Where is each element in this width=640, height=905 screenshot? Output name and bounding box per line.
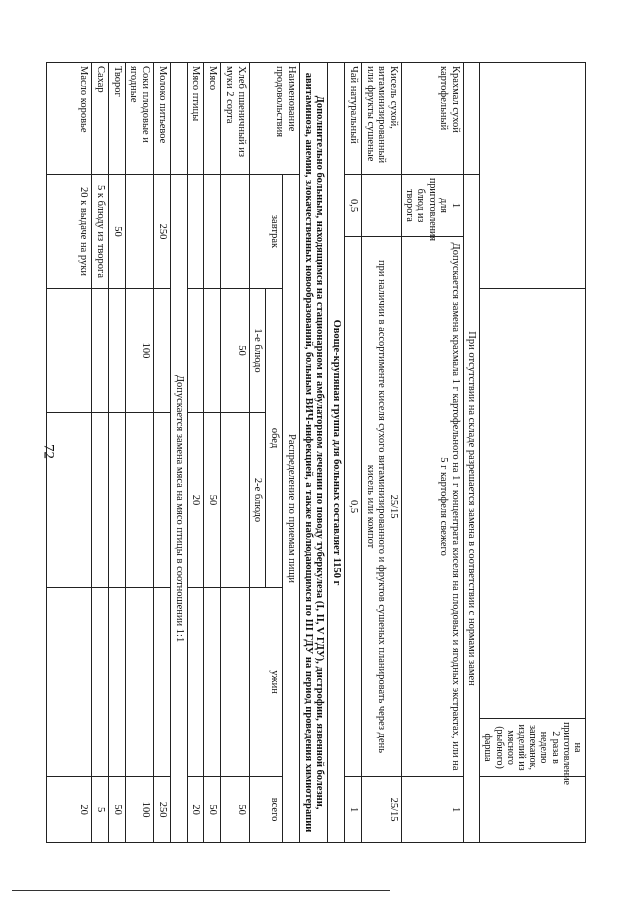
table-row: Молоко питьевое 250 250 [154, 63, 171, 843]
section-description: Дополнительно больным, находящимся на стационарном и амбулаторном лечении по поводу туберкулеза (I, II, V ГДУ), дистрофии, язвенной болезни, авитаминоза, анемии, злокачественных новообразований, больным ВИЧ-инфекцией, а также наблюдающимся по III ГДУ на период проведения химиотерапии [299, 63, 328, 843]
section-description-row [299, 63, 328, 843]
row-qty: 0,5 [345, 175, 362, 237]
footer-rule [12, 890, 390, 891]
col-header-lunch: обед [266, 289, 283, 588]
table-row: Хлеб пшеничный из муки 2 сорта 50 50 [221, 63, 250, 843]
replacement-note: Допускается замена мяса на мясо птицы в соотношении 1:1 [170, 175, 187, 843]
notice-text: При отсутствии на складе разрешается замена в соответствии с нормами замен [463, 175, 480, 843]
row-note: Допускается замена крахмала 1 г картофельного на 1 г концентрата киселя на плодовых и ягодных экстрактах, или на 5 г картофеля свежего [402, 237, 464, 777]
row-name: Масло коровье [47, 63, 92, 175]
table-row [345, 63, 362, 843]
row-name: Молоко питьевое [154, 63, 171, 175]
table-row: Мясо 50 50 [204, 63, 221, 843]
header-note: на приготовление 2 раза в неделю запеканок, изделий из мясного (рыбного) фарша [480, 719, 586, 777]
row-total: 20 [47, 777, 92, 843]
row-qty-note: для приготовления блюд из творога [404, 178, 449, 241]
row-total: 25/15 [361, 777, 401, 843]
row-note: при наличии в ассортименте киселя сухого витаминизированного и фруктов сушеных планировать через день кисель или компот [364, 260, 388, 754]
row-total: 50 [108, 777, 125, 843]
row-total: 250 [154, 777, 171, 843]
row-note-qty: 25/15 [388, 494, 400, 519]
row-total: 1 [402, 777, 464, 843]
col-header-breakfast: завтрак [249, 175, 283, 289]
row-note-qty: 0,5 [345, 237, 362, 777]
replacement-note-row [170, 63, 187, 843]
row-name: Мясо [204, 63, 221, 175]
bottom-header-row-1 [283, 63, 300, 843]
row-qty: 1 [449, 202, 461, 209]
rotated-page-content [54, 62, 586, 842]
row-total: 100 [125, 777, 154, 843]
col-header-total: всего [249, 777, 283, 843]
row-name: Сахар [92, 63, 109, 175]
col-header-second-course: 2-е блюдо [249, 413, 266, 588]
row-total: 20 [187, 777, 204, 843]
top-header-row [480, 63, 586, 843]
table-row: Соки плодовые и ягодные 100 100 [125, 63, 154, 843]
col-header-dinner: ужин [249, 588, 283, 777]
row-name: Творог [108, 63, 125, 175]
ration-table [46, 62, 586, 843]
row-total: 5 [92, 777, 109, 843]
table-row: Масло коровье 20 к выдаче на руки 20 [47, 63, 92, 843]
row-name: Мясо птицы [187, 63, 204, 175]
table-row [402, 63, 464, 843]
section-title: Овоще-крупяная группа для больных составляет 1150 г [328, 63, 345, 843]
table-row: Мясо птицы 20 20 [187, 63, 204, 843]
table-row [361, 63, 401, 843]
row-name: Хлеб пшеничный из муки 2 сорта [221, 63, 250, 175]
col-header-first-course: 1-е блюдо [249, 289, 266, 413]
row-note-cell [361, 237, 401, 777]
row-name: Кисель сухой, витаминизированный или фрукты сушеные [361, 63, 401, 175]
section-title-row [328, 63, 345, 843]
row-total: 1 [345, 777, 362, 843]
col-header-name: Наименование продовольствия [249, 63, 299, 175]
row-total: 50 [204, 777, 221, 843]
table-row: Сахар 5 к блюду из творога 5 [92, 63, 109, 843]
col-header-distribution: Распределение по приемам пищи [283, 175, 300, 843]
row-name: Соки плодовые и ягодные [125, 63, 154, 175]
row-total: 50 [221, 777, 250, 843]
row-qty-cell [402, 175, 464, 241]
bottom-header-row-2 [266, 63, 283, 843]
row-name: Чай натуральный [345, 63, 362, 175]
table-row: Творог 50 50 [108, 63, 125, 843]
notice-row [463, 63, 480, 843]
page-number: 72 [40, 444, 57, 459]
row-name: Крахмал сухой картофельный [402, 63, 464, 175]
